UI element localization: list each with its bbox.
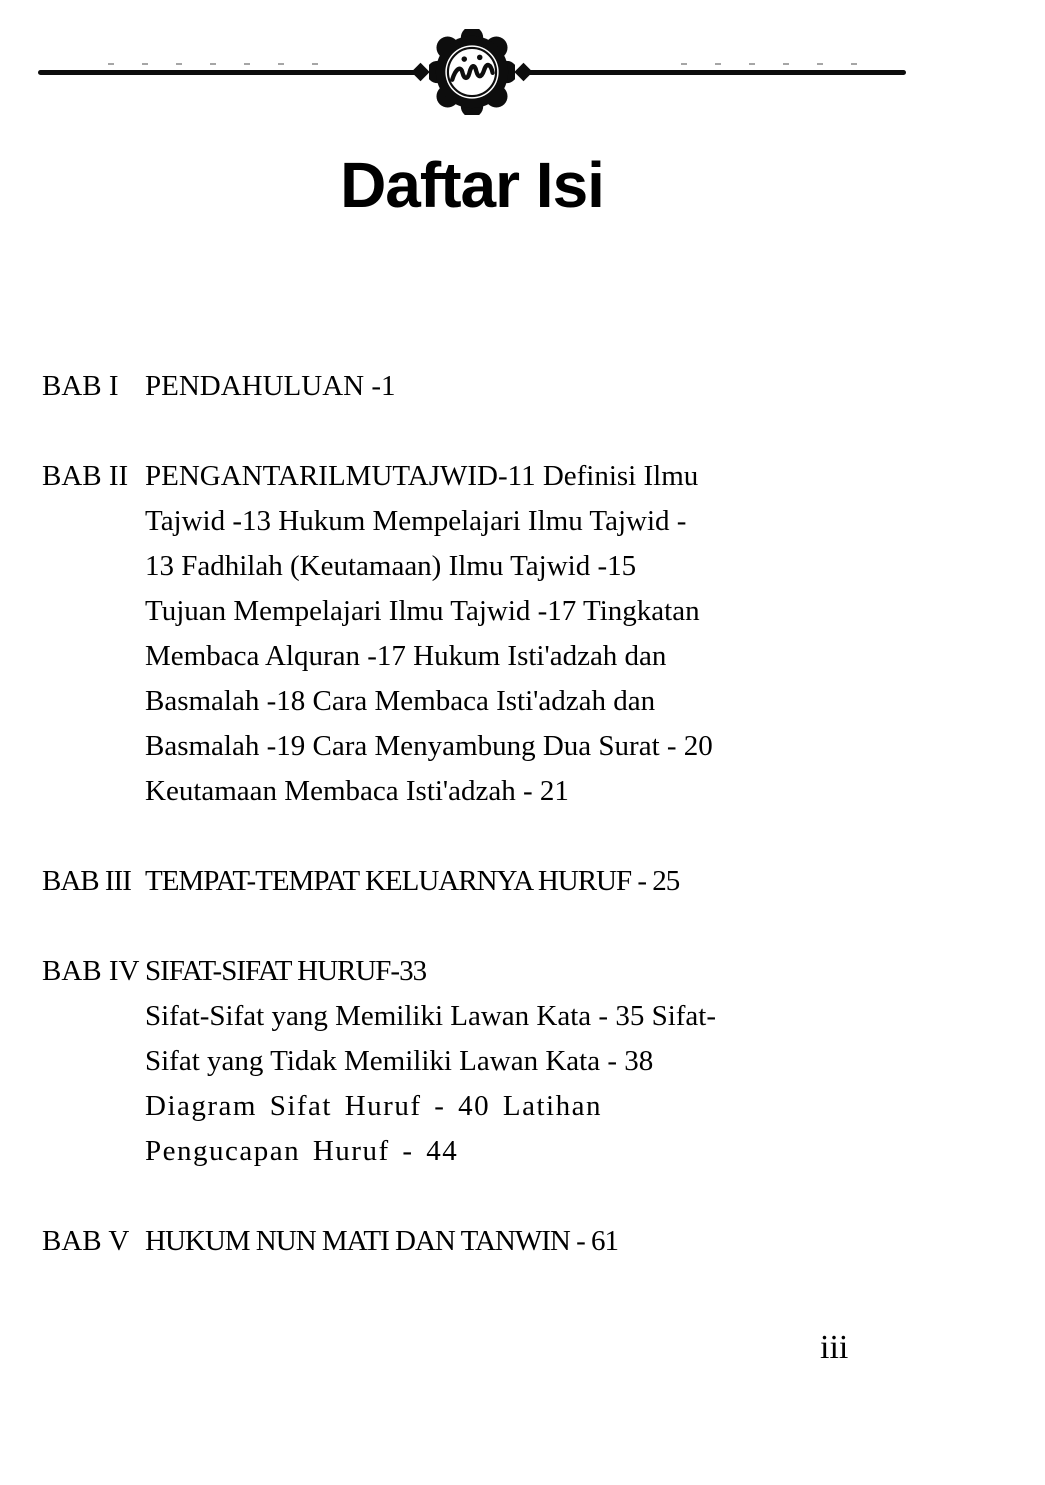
toc-entry-content [145, 1219, 922, 1264]
toc-line: HUKUM NUN MATI DAN TANWIN - 61 [145, 1225, 618, 1257]
medallion-icon [429, 29, 515, 115]
toc-line: Basmalah -18 Cara Membaca Isti'adzah dan [145, 685, 656, 717]
toc-line: 13 Fadhilah (Keutamaan) Ilmu Tajwid -15 [145, 550, 637, 582]
toc-line: TEMPAT-TEMPAT KELUARNYA HURUF - 25 [145, 865, 680, 897]
toc-line: PENDAHULUAN -1 [145, 370, 396, 402]
toc-line: SIFAT-SIFAT HURUF-33 [145, 955, 427, 987]
toc-line: PENGANTARILMUTAJWID-11 Definisi Ilmu [145, 460, 699, 492]
page-title: Daftar Isi [340, 149, 604, 221]
toc-line: Tajwid -13 Hukum Mempelajari Ilmu Tajwid - [145, 505, 687, 537]
toc-entry-label: BAB I [42, 370, 119, 402]
toc-entry-bab-iii [42, 859, 922, 904]
toc-entry-content [145, 364, 922, 409]
toc-line: Sifat-Sifat yang Memiliki Lawan Kata - 35 Sifat- [145, 1000, 716, 1032]
toc-line: Pengucapan Huruf - 44 [145, 1135, 459, 1167]
rule-left [38, 70, 422, 75]
toc-entry-label: BAB III [42, 865, 131, 897]
toc-line: Basmalah -19 Cara Menyambung Dua Surat - 20 [145, 730, 713, 762]
toc-line: Diagram Sifat Huruf - 40 Latihan [145, 1090, 602, 1122]
toc-line: Tujuan Mempelajari Ilmu Tajwid -17 Tingkatan [145, 595, 700, 627]
toc-entry-content [145, 949, 922, 1174]
rule-right [522, 70, 906, 75]
toc-line: Sifat yang Tidak Memiliki Lawan Kata - 38 [145, 1045, 654, 1077]
toc-entry-bab-ii [42, 454, 922, 814]
toc-entry-bab-v [42, 1219, 922, 1264]
toc-line: Keutamaan Membaca Isti'adzah - 21 [145, 775, 569, 807]
toc-line: Membaca Alquran -17 Hukum Isti'adzah dan [145, 640, 667, 672]
toc-entry-content [145, 454, 922, 814]
toc-entry-content [145, 859, 922, 904]
toc-entry-label: BAB V [42, 1225, 130, 1257]
header-ornament [38, 30, 906, 114]
toc-entry-bab-iv [42, 949, 922, 1174]
toc-entry-label: BAB II [42, 460, 129, 492]
toc-entry-bab-i [42, 364, 922, 409]
table-of-contents [42, 364, 922, 1264]
toc-entry-label: BAB IV [42, 955, 140, 987]
page-number: iii [820, 1329, 849, 1366]
